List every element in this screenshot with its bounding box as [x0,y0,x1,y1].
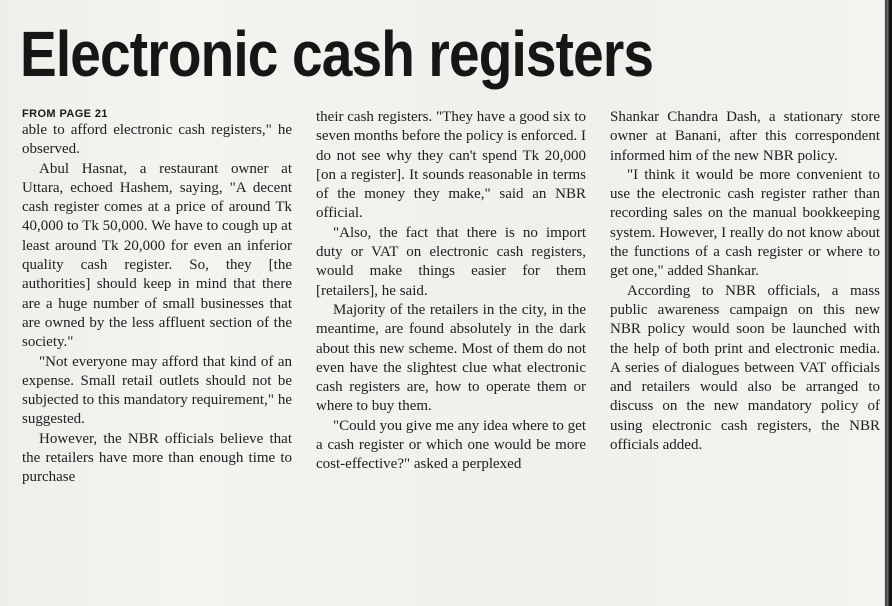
paragraph: "I think it would be more convenient to use the electronic cash register rather than recording sales on the manual bookkeeping system. However, I really do not know about the functions of a cash register or where to get one," added Shankar. [610,166,880,280]
article-column-1 [22,108,292,488]
paragraph: "Not everyone may afford that kind of an expense. Small retail outlets should not be subjected to this mandatory requirement," he suggested. [22,353,292,428]
page-edge-shadow [884,0,892,606]
continuation-label: FROM PAGE 21 [22,108,108,120]
paragraph: "Could you give me any idea where to get a cash register or which one would be more cost-effective?" asked a perplexed [316,417,586,473]
article-column-2 [316,108,586,475]
paragraph: According to NBR officials, a mass public awareness campaign on this new NBR policy would soon be launched with the help of both print and electronic media. A series of dialogues between VAT officials and retailers would also be arranged to discuss on the new mandatory policy of using electronic cash registers, the NBR officials added. [610,282,880,454]
paragraph: Abul Hasnat, a restaurant owner at Uttara, echoed Hashem, saying, "A decent cash register comes at a price of around Tk 40,000 to Tk 50,000. We have to cough up at least around Tk 20,000 for even an inferior quality cash register. So, they [the authorities] should keep in mind that there are a huge number of small businesses that are owned by the less affluent section of the society." [22,160,292,351]
paragraph: "Also, the fact that there is no import duty or VAT on electronic cash registers, would make things easier for them [retailers], he said. [316,224,586,299]
article-column-3 [610,108,880,455]
paragraph: However, the NBR officials believe that the retailers have more than enough time to purchase [22,430,292,486]
paragraph: able to afford electronic cash registers," he observed. [22,122,292,158]
paragraph: Majority of the retailers in the city, in the meantime, are found absolutely in the dark about this new scheme. Most of them do not even have the slightest clue what electronic cash registers are, how to operate them or where to buy them. [316,301,586,415]
paragraph: their cash registers. "They have a good six to seven months before the policy is enforced. I do not see why they can't spend Tk 20,000 [on a register]. It sounds reasonable in terms of the money they make," said an NBR official. [316,109,586,222]
paragraph: Shankar Chandra Dash, a stationary store owner at Banani, after this correspondent informed him of the new NBR policy. [610,109,880,164]
headline: Electronic cash registers [20,18,654,90]
